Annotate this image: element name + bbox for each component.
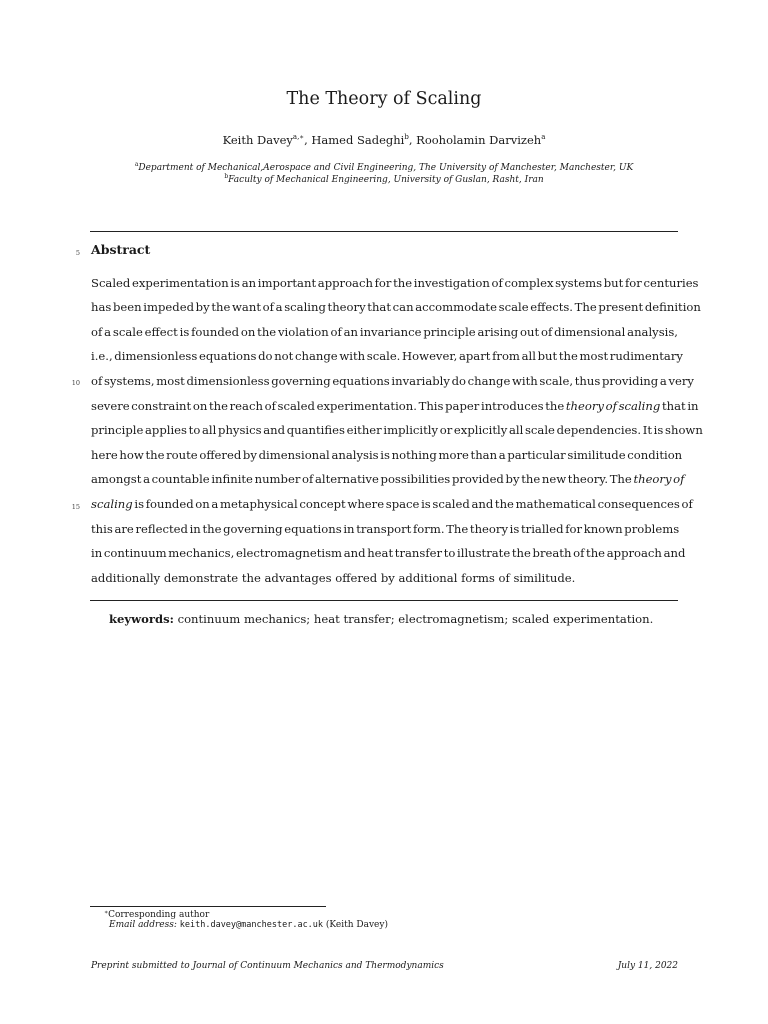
affiliation-text: Department of Mechanical,Aerospace and Civil Engineering, The University of Manchester, Manchester, UK [138, 163, 634, 173]
affiliation-text: Faculty of Mechanical Engineering, University of Guslan, Rasht, Iran [228, 175, 544, 185]
emphasis: theory of scaling [565, 399, 661, 413]
abstract-line [91, 570, 678, 586]
text-segment: Scaled experimentation is an important approach for the investigation of complex systems but for centuries [91, 276, 699, 290]
text-segment: principle applies to all physics and quantifies either implicitly or explicitly all scale dependencies. It is shown [91, 423, 703, 437]
abstract-line [91, 545, 686, 561]
author-name: Hamed Sadeghi [311, 133, 405, 147]
text-segment: additionally demonstrate the advantages offered by additional forms of similitude. [91, 571, 576, 585]
text-segment: amongst a countable infinite number of alternative possibilities provided by the new theory. The [91, 472, 634, 486]
text-segment [91, 471, 684, 487]
text-segment: has been impeded by the want of a scaling theory that can accommodate scale effects. The present definition [91, 300, 701, 314]
keywords [109, 612, 653, 626]
abstract-line [91, 496, 693, 512]
abstract-line [91, 422, 703, 438]
text-segment: this are reflected in the governing equations in transport form. The theory is trialled for known problems [91, 522, 680, 536]
affiliation [0, 173, 768, 185]
footnote-email [109, 920, 388, 930]
text-segment: of a scale effect is founded on the violation of an invariance principle arising out of dimensional analysis, [91, 325, 678, 339]
abstract-line [91, 299, 701, 315]
footer-journal: Preprint submitted to Journal of Continuum Mechanics and Thermodynamics [91, 961, 444, 971]
footnote-marker: ∗ [104, 909, 109, 916]
abstract-line [91, 447, 683, 463]
abstract-line [91, 275, 699, 291]
abstract-line [91, 398, 699, 414]
paper-title: The Theory of Scaling [286, 89, 482, 109]
abstract-line [91, 471, 685, 487]
footnote-rule [90, 906, 326, 907]
text-segment: that in [660, 399, 699, 413]
text-segment [91, 398, 699, 414]
affiliation-marker: b [224, 173, 229, 180]
email-link[interactable]: keith.davey@manchester.ac.uk [179, 920, 324, 930]
affiliation-marker: a [134, 161, 139, 168]
abstract-top-rule [90, 231, 678, 232]
author-affiliation-marker: b [404, 133, 409, 141]
abstract-line [91, 348, 683, 364]
text-segment: of systems, most dimensionless governing equations invariably do change with scale, thus providing a very [91, 374, 694, 388]
text-segment: in continuum mechanics, electromagnetism and heat transfer to illustrate the breath of the approach and [91, 546, 686, 560]
abstract-bottom-rule [90, 600, 678, 601]
keywords-label: keywords: [109, 612, 174, 626]
emphasis: theory of [633, 472, 685, 486]
email-label: Email address: [109, 920, 177, 930]
abstract-heading: Abstract [91, 242, 151, 257]
author-name: Rooholamin Darvizeh [416, 133, 542, 147]
text-segment: here how the route offered by dimensional analysis is nothing more than a particular similitude condition [91, 448, 683, 462]
abstract-line [91, 373, 694, 389]
footer-date: July 11, 2022 [617, 961, 678, 971]
footnote-corresponding [104, 909, 209, 920]
line-number: 5 [75, 249, 80, 257]
author-affiliation-marker: a [541, 133, 546, 141]
line-number: 15 [71, 503, 80, 511]
abstract-line [91, 521, 678, 537]
email-owner: (Keith Davey) [325, 920, 388, 930]
text-segment: severe constraint on the reach of scaled experimentation. This paper introduces the [91, 399, 566, 413]
text-segment [91, 496, 693, 512]
affiliation [0, 161, 768, 173]
keywords-text: continuum mechanics; heat transfer; electromagnetism; scaled experimentation. [177, 612, 654, 626]
footnote-text: Corresponding author [108, 910, 210, 920]
line-number: 10 [71, 379, 80, 387]
text-segment: i.e., dimensionless equations do not change with scale. However, apart from all but the most rudimentary [91, 349, 683, 363]
text-segment: is founded on a metaphysical concept where space is scaled and the mathematical consequences of [132, 497, 693, 511]
author-affiliation-marker: a,∗ [292, 133, 305, 141]
abstract-line [91, 324, 678, 340]
emphasis: scaling [91, 497, 133, 511]
author-list: Keith Davey$^{a,∗}$, Hamed Sadeghi$^b$, Rooholamin Darvizeh$^a$ [222, 133, 546, 147]
author-name: Keith Davey [222, 133, 293, 147]
